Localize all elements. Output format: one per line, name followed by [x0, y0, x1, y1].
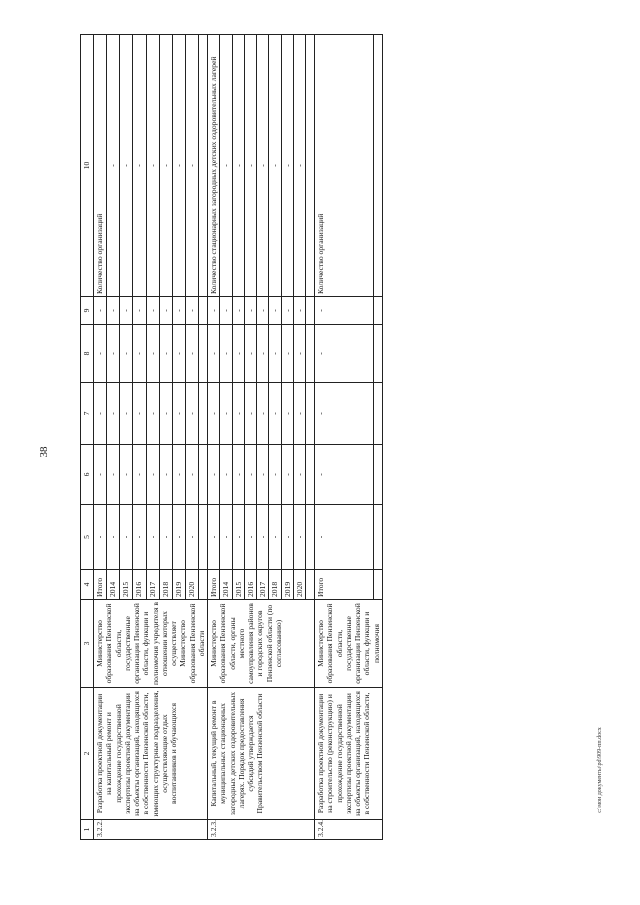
year-cell: Итого — [94, 570, 107, 600]
spacer-cell — [306, 325, 315, 383]
value-cell: - — [159, 325, 172, 383]
value-cell: - — [220, 445, 232, 505]
spacer-cell — [199, 297, 208, 325]
year-cell: Итого — [315, 570, 374, 600]
value-cell: - — [220, 383, 232, 445]
column-number-header: 4 — [81, 570, 94, 600]
value-cell: - — [94, 383, 107, 445]
value-cell: - — [257, 325, 269, 383]
indicator-value: - — [281, 35, 293, 297]
value-cell: - — [315, 445, 374, 505]
value-cell: - — [220, 325, 232, 383]
year-cell: 2019 — [281, 570, 293, 600]
year-cell: 2016 — [244, 570, 256, 600]
value-cell: - — [269, 445, 281, 505]
value-cell: - — [208, 383, 220, 445]
activity-description: Разработка проектной документации на строительство (реконструкцию) и прохождение государственной экспертизы проектной документации на объекты организаций, находящихся в собственности Пензенской области, — [315, 688, 383, 820]
value-cell: - — [293, 297, 305, 325]
value-cell: - — [281, 383, 293, 445]
value-cell: - — [94, 505, 107, 570]
value-cell: - — [257, 505, 269, 570]
spacer-cell — [306, 383, 315, 445]
spacer-cell — [306, 35, 315, 297]
value-cell: - — [185, 297, 198, 325]
value-cell: - — [94, 325, 107, 383]
value-cell: - — [159, 445, 172, 505]
value-cell: - — [120, 383, 133, 445]
value-cell: - — [120, 445, 133, 505]
value-cell: - — [293, 383, 305, 445]
rotated-page — [80, 35, 608, 840]
column-number-header: 6 — [81, 445, 94, 505]
column-number-header: 5 — [81, 505, 94, 570]
footer-file-path: c:\мои документы\pd\909-пп.docx — [597, 727, 603, 813]
value-cell: - — [185, 445, 198, 505]
value-cell: - — [315, 297, 374, 325]
value-cell: - — [133, 445, 146, 505]
year-row — [94, 35, 107, 840]
indicator-value: - — [185, 35, 198, 297]
column-number-header: 7 — [81, 383, 94, 445]
activity-description: Разработка проектной документации на капитальный ремонт и прохождение государственной экспертизы проектной документации на объекты организаций, находящихся в собственности Пензенской области, имеющих структурные подразделения, осуществляющие отдых воспитанников и обучающихся — [94, 688, 208, 820]
row-number: 3.2.3. — [208, 820, 315, 840]
responsible-executor: Министерство образования Пензенской области, государственные организации Пензенской области, функции и полномочия учредителя в отношении которых осуществляет Министерство образования Пензенской области — [94, 600, 208, 688]
value-cell: - — [232, 505, 244, 570]
value-cell: - — [185, 383, 198, 445]
value-cell: - — [293, 505, 305, 570]
value-cell: - — [269, 383, 281, 445]
year-cell: 2020 — [185, 570, 198, 600]
spacer-cell — [373, 325, 382, 383]
value-cell: - — [107, 505, 120, 570]
value-cell: - — [269, 325, 281, 383]
value-cell: - — [107, 383, 120, 445]
table-body — [81, 35, 383, 840]
value-cell: - — [220, 505, 232, 570]
year-cell: 2015 — [120, 570, 133, 600]
page-number: 38 — [38, 446, 50, 458]
value-cell: - — [232, 297, 244, 325]
spacer-cell — [306, 445, 315, 505]
value-cell: - — [107, 445, 120, 505]
year-cell: 2014 — [220, 570, 232, 600]
value-cell: - — [244, 383, 256, 445]
indicator-value: - — [293, 35, 305, 297]
value-cell: - — [269, 505, 281, 570]
value-cell: - — [172, 383, 185, 445]
spacer-cell — [373, 383, 382, 445]
value-cell: - — [281, 297, 293, 325]
value-cell: - — [107, 297, 120, 325]
value-cell: - — [257, 383, 269, 445]
indicator-value: - — [257, 35, 269, 297]
value-cell: - — [120, 505, 133, 570]
indicator-name: Количество организаций — [94, 35, 107, 297]
value-cell: - — [159, 505, 172, 570]
value-cell: - — [293, 325, 305, 383]
spacer-cell — [199, 383, 208, 445]
year-cell: 2017 — [257, 570, 269, 600]
responsible-executor: Министерство образования Пензенской области, государственные организации Пензенской области, функции и полномочия — [315, 600, 383, 688]
spacer-cell — [373, 505, 382, 570]
row-number: 3.2.4. — [315, 820, 383, 840]
spacer-cell — [199, 325, 208, 383]
value-cell: - — [315, 383, 374, 445]
column-number-header: 9 — [81, 297, 94, 325]
value-cell: - — [159, 297, 172, 325]
column-number-row — [81, 35, 94, 840]
value-cell: - — [94, 445, 107, 505]
indicator-value: - — [107, 35, 120, 297]
value-cell: - — [220, 297, 232, 325]
value-cell: - — [232, 325, 244, 383]
column-number-header: 10 — [81, 35, 94, 297]
value-cell: - — [208, 325, 220, 383]
spacer-cell — [306, 570, 315, 600]
year-cell: Итого — [208, 570, 220, 600]
year-cell: 2020 — [293, 570, 305, 600]
value-cell: - — [269, 297, 281, 325]
value-cell: - — [172, 445, 185, 505]
year-row — [208, 35, 220, 840]
column-number-header: 8 — [81, 325, 94, 383]
value-cell: - — [208, 445, 220, 505]
spacer-cell — [199, 35, 208, 297]
value-cell: - — [208, 297, 220, 325]
spacer-cell — [373, 35, 382, 297]
value-cell: - — [172, 325, 185, 383]
value-cell: - — [257, 445, 269, 505]
value-cell: - — [244, 505, 256, 570]
spacer-cell — [199, 505, 208, 570]
indicator-value: - — [269, 35, 281, 297]
value-cell: - — [146, 325, 159, 383]
spacer-cell — [199, 445, 208, 505]
value-cell: - — [120, 297, 133, 325]
value-cell: - — [208, 505, 220, 570]
value-cell: - — [244, 297, 256, 325]
program-table — [80, 34, 383, 840]
indicator-name: Количество стационарных загородных детских оздоровительных лагерей — [208, 35, 220, 297]
value-cell: - — [172, 505, 185, 570]
year-cell: 2016 — [133, 570, 146, 600]
value-cell: - — [315, 325, 374, 383]
value-cell: - — [185, 505, 198, 570]
value-cell: - — [315, 505, 374, 570]
spacer-cell — [199, 570, 208, 600]
value-cell: - — [133, 297, 146, 325]
value-cell: - — [146, 505, 159, 570]
spacer-cell — [373, 570, 382, 600]
value-cell: - — [185, 325, 198, 383]
year-cell: 2019 — [172, 570, 185, 600]
value-cell: - — [232, 445, 244, 505]
value-cell: - — [293, 445, 305, 505]
year-cell: 2014 — [107, 570, 120, 600]
value-cell: - — [94, 297, 107, 325]
indicator-value: - — [159, 35, 172, 297]
value-cell: - — [232, 383, 244, 445]
column-number-header: 3 — [81, 600, 94, 688]
row-number: 3.2.2. — [94, 820, 208, 840]
value-cell: - — [146, 297, 159, 325]
year-row — [315, 35, 374, 840]
column-number-header: 1 — [81, 820, 94, 840]
spacer-cell — [306, 297, 315, 325]
value-cell: - — [133, 505, 146, 570]
value-cell: - — [172, 297, 185, 325]
year-cell: 2015 — [232, 570, 244, 600]
responsible-executor: Министерство образования Пензенской области, органы местного самоуправления районов и городских округов Пензенской области (по согласованию) — [208, 600, 315, 688]
year-cell: 2018 — [269, 570, 281, 600]
value-cell: - — [257, 297, 269, 325]
spacer-cell — [306, 505, 315, 570]
indicator-value: - — [133, 35, 146, 297]
value-cell: - — [133, 325, 146, 383]
value-cell: - — [133, 383, 146, 445]
value-cell: - — [281, 325, 293, 383]
indicator-value: - — [244, 35, 256, 297]
indicator-value: - — [232, 35, 244, 297]
column-number-header: 2 — [81, 688, 94, 820]
indicator-value: - — [172, 35, 185, 297]
indicator-value: - — [120, 35, 133, 297]
value-cell: - — [244, 445, 256, 505]
value-cell: - — [107, 325, 120, 383]
value-cell: - — [146, 383, 159, 445]
spacer-cell — [373, 297, 382, 325]
indicator-value: - — [220, 35, 232, 297]
value-cell: - — [120, 325, 133, 383]
activity-description: Капитальный, текущий ремонт в муниципальных стационарных загородных детских оздоровительных лагерях. Порядок предоставления субсидий утверждается Правительством Пензенской области — [208, 688, 315, 820]
value-cell: - — [159, 383, 172, 445]
value-cell: - — [146, 445, 159, 505]
year-cell: 2018 — [159, 570, 172, 600]
value-cell: - — [244, 325, 256, 383]
value-cell: - — [281, 505, 293, 570]
indicator-name: Количество организаций — [315, 35, 374, 297]
spacer-cell — [373, 445, 382, 505]
value-cell: - — [281, 445, 293, 505]
year-cell: 2017 — [146, 570, 159, 600]
indicator-value: - — [146, 35, 159, 297]
